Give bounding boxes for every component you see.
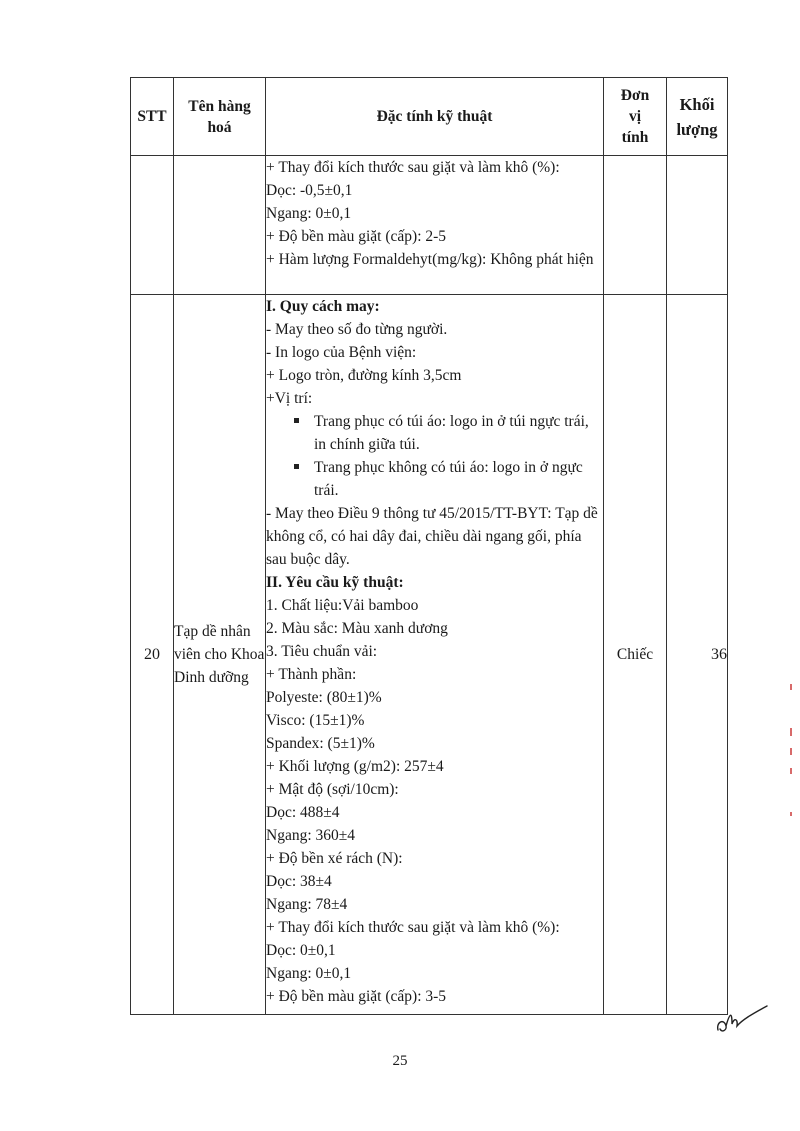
- spec-line: Dọc: 38±4: [266, 873, 332, 890]
- spec-line: + Thành phần:: [266, 666, 357, 683]
- spec-line: + Độ bền màu giặt (cấp): 3-5: [266, 988, 447, 1005]
- spec-line: Ngang: 360±4: [266, 827, 356, 844]
- margin-mark: [790, 728, 792, 736]
- page-number: 25: [392, 1053, 408, 1069]
- continued-qty-cell: [667, 156, 728, 295]
- header-name: Tên hàng hoá: [174, 78, 266, 156]
- spec-line: 1. Chất liệu:Vải bamboo: [266, 597, 419, 614]
- spec-line: Spandex: (5±1)%: [266, 735, 375, 752]
- row-item-name: Tạp dề nhân viên cho Khoa Dinh dưỡng: [174, 295, 266, 1015]
- spec-line: + Mật độ (sợi/10cm):: [266, 781, 399, 798]
- continued-spec-cell: [266, 156, 604, 295]
- spec-line: +Vị trí:: [266, 390, 313, 407]
- spec-line: + Thay đổi kích thước sau giặt và làm khô (%):: [266, 159, 560, 176]
- header-stt: STT: [131, 78, 174, 156]
- row-stt: 20: [131, 295, 174, 1015]
- bullet-item: Trang phục không có túi áo: logo in ở ngực trái.: [314, 456, 603, 502]
- continued-unit-cell: [604, 156, 667, 295]
- spec-line: Dọc: -0,5±0,1: [266, 182, 353, 199]
- section-title: II. Yêu cầu kỹ thuật:: [266, 574, 404, 591]
- table-row-20: [131, 295, 728, 1015]
- row-quantity: 36: [667, 295, 728, 1015]
- spec-line: 3. Tiêu chuẩn vải:: [266, 643, 378, 660]
- spec-line: + Khối lượng (g/m2): 257±4: [266, 758, 444, 775]
- signature-mark: [712, 1000, 772, 1040]
- spec-paragraph: - May theo Điều 9 thông tư 45/2015/TT-BYT: Tạp dề không cổ, có hai dây đai, chiều dài ngang gối, phía sau buộc dây.: [266, 505, 598, 568]
- row-spec-cell: [266, 295, 604, 1015]
- spec-line: Ngang: 78±4: [266, 896, 348, 913]
- header-spec: Đặc tính kỹ thuật: [266, 78, 604, 156]
- header-unit: Đơn vị tính: [604, 78, 667, 156]
- bullet-item: Trang phục có túi áo: logo in ở túi ngực trái, in chính giữa túi.: [314, 410, 603, 456]
- header-row: [131, 78, 728, 156]
- spec-line: + Hàm lượng Formaldehyt(mg/kg): Không phát hiện: [266, 251, 594, 268]
- spec-line: Visco: (15±1)%: [266, 712, 365, 729]
- margin-mark: [790, 812, 792, 816]
- row-unit: Chiếc: [604, 295, 667, 1015]
- spec-line: Dọc: 488±4: [266, 804, 340, 821]
- spec-line: + Độ bền màu giặt (cấp): 2-5: [266, 228, 447, 245]
- specification-table: [130, 77, 728, 1015]
- spec-line: Ngang: 0±0,1: [266, 965, 352, 982]
- spec-line: + Logo tròn, đường kính 3,5cm: [266, 367, 462, 384]
- header-qty: Khối lượng: [667, 78, 728, 156]
- spec-line: 2. Màu sắc: Màu xanh dương: [266, 620, 448, 637]
- spec-line: - In logo của Bệnh viện:: [266, 344, 417, 361]
- continued-stt-cell: [131, 156, 174, 295]
- table-row-continued: [131, 156, 728, 295]
- margin-mark: [790, 748, 792, 755]
- margin-mark: [790, 684, 792, 690]
- continued-name-cell: [174, 156, 266, 295]
- position-bullet-list: [266, 410, 603, 502]
- section-title: I. Quy cách may:: [266, 298, 380, 315]
- spec-line: - May theo số đo từng người.: [266, 321, 448, 338]
- spec-line: + Độ bền xé rách (N):: [266, 850, 403, 867]
- margin-mark: [790, 768, 792, 774]
- spec-line: Ngang: 0±0,1: [266, 205, 352, 222]
- spec-line: Dọc: 0±0,1: [266, 942, 336, 959]
- spec-line: Polyeste: (80±1)%: [266, 689, 382, 706]
- spec-line: + Thay đổi kích thước sau giặt và làm khô (%):: [266, 919, 560, 936]
